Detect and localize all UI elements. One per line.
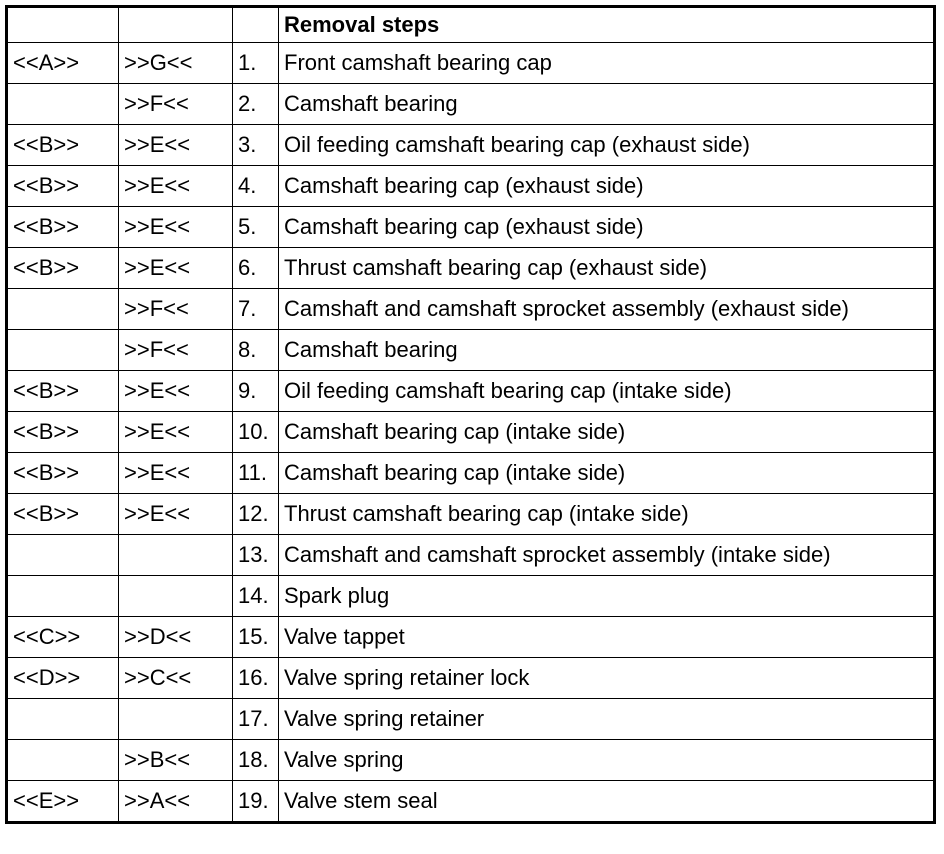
step-number-cell: 5. [233,207,279,248]
table-row [7,617,935,658]
step-item-cell: Camshaft bearing cap (exhaust side) [279,207,935,248]
step-number-cell: 8. [233,330,279,371]
step-number-cell: 6. [233,248,279,289]
install-reference-cell: <<A>> [7,43,119,84]
step-number-cell: 18. [233,740,279,781]
step-number-cell: 7. [233,289,279,330]
header-title: Removal steps [279,7,935,43]
step-item-cell: Camshaft and camshaft sprocket assembly (intake side) [279,535,935,576]
removal-reference-cell [119,535,233,576]
install-reference-cell: <<B>> [7,371,119,412]
step-item-cell: Valve spring [279,740,935,781]
removal-reference-cell: >>E<< [119,494,233,535]
removal-reference-cell: >>E<< [119,207,233,248]
install-reference-cell: <<B>> [7,453,119,494]
install-reference-cell [7,84,119,125]
step-item-cell: Camshaft and camshaft sprocket assembly (exhaust side) [279,289,935,330]
step-number-cell: 10. [233,412,279,453]
table-row [7,43,935,84]
removal-reference-cell: >>E<< [119,453,233,494]
removal-reference-cell: >>E<< [119,371,233,412]
table-row [7,453,935,494]
removal-reference-cell: >>E<< [119,125,233,166]
removal-reference-cell: >>E<< [119,166,233,207]
table-row [7,535,935,576]
table-row [7,494,935,535]
header-install-cell [7,7,119,43]
install-reference-cell [7,576,119,617]
table-row [7,84,935,125]
step-number-cell: 4. [233,166,279,207]
table-row [7,740,935,781]
install-reference-cell: <<D>> [7,658,119,699]
removal-reference-cell: >>E<< [119,248,233,289]
step-number-cell: 14. [233,576,279,617]
removal-reference-cell: >>F<< [119,289,233,330]
step-item-cell: Oil feeding camshaft bearing cap (intake side) [279,371,935,412]
removal-reference-cell [119,576,233,617]
step-item-cell: Valve spring retainer lock [279,658,935,699]
table-row [7,576,935,617]
install-reference-cell [7,740,119,781]
step-number-cell: 9. [233,371,279,412]
step-number-cell: 2. [233,84,279,125]
install-reference-cell: <<B>> [7,248,119,289]
install-reference-cell [7,535,119,576]
step-item-cell: Thrust camshaft bearing cap (exhaust side) [279,248,935,289]
table-row [7,699,935,740]
step-item-cell: Valve tappet [279,617,935,658]
step-item-cell: Camshaft bearing [279,84,935,125]
removal-steps-table [5,5,936,824]
step-number-cell: 16. [233,658,279,699]
step-item-cell: Valve stem seal [279,781,935,823]
install-reference-cell: <<B>> [7,494,119,535]
install-reference-cell: <<B>> [7,207,119,248]
step-item-cell: Oil feeding camshaft bearing cap (exhaust side) [279,125,935,166]
header-removal-cell [119,7,233,43]
removal-reference-cell: >>A<< [119,781,233,823]
table-row [7,248,935,289]
install-reference-cell: <<B>> [7,166,119,207]
table-row [7,412,935,453]
install-reference-cell [7,330,119,371]
install-reference-cell: <<B>> [7,412,119,453]
install-reference-cell: <<C>> [7,617,119,658]
header-number-cell [233,7,279,43]
removal-steps-body [7,7,935,823]
removal-reference-cell: >>D<< [119,617,233,658]
removal-reference-cell [119,699,233,740]
table-row [7,781,935,823]
removal-reference-cell: >>F<< [119,84,233,125]
removal-reference-cell: >>C<< [119,658,233,699]
removal-reference-cell: >>F<< [119,330,233,371]
step-number-cell: 1. [233,43,279,84]
table-row [7,658,935,699]
step-item-cell: Camshaft bearing [279,330,935,371]
install-reference-cell [7,289,119,330]
step-item-cell: Camshaft bearing cap (intake side) [279,412,935,453]
table-row [7,330,935,371]
table-row [7,371,935,412]
step-item-cell: Front camshaft bearing cap [279,43,935,84]
step-number-cell: 13. [233,535,279,576]
removal-reference-cell: >>B<< [119,740,233,781]
step-item-cell: Spark plug [279,576,935,617]
step-item-cell: Thrust camshaft bearing cap (intake side) [279,494,935,535]
removal-reference-cell: >>G<< [119,43,233,84]
step-number-cell: 3. [233,125,279,166]
step-item-cell: Camshaft bearing cap (exhaust side) [279,166,935,207]
step-number-cell: 11. [233,453,279,494]
table-row [7,125,935,166]
table-row [7,289,935,330]
install-reference-cell [7,699,119,740]
table-row [7,166,935,207]
step-number-cell: 15. [233,617,279,658]
header-row [7,7,935,43]
install-reference-cell: <<B>> [7,125,119,166]
step-number-cell: 17. [233,699,279,740]
removal-reference-cell: >>E<< [119,412,233,453]
step-number-cell: 19. [233,781,279,823]
step-item-cell: Camshaft bearing cap (intake side) [279,453,935,494]
table-row [7,207,935,248]
install-reference-cell: <<E>> [7,781,119,823]
step-number-cell: 12. [233,494,279,535]
step-item-cell: Valve spring retainer [279,699,935,740]
